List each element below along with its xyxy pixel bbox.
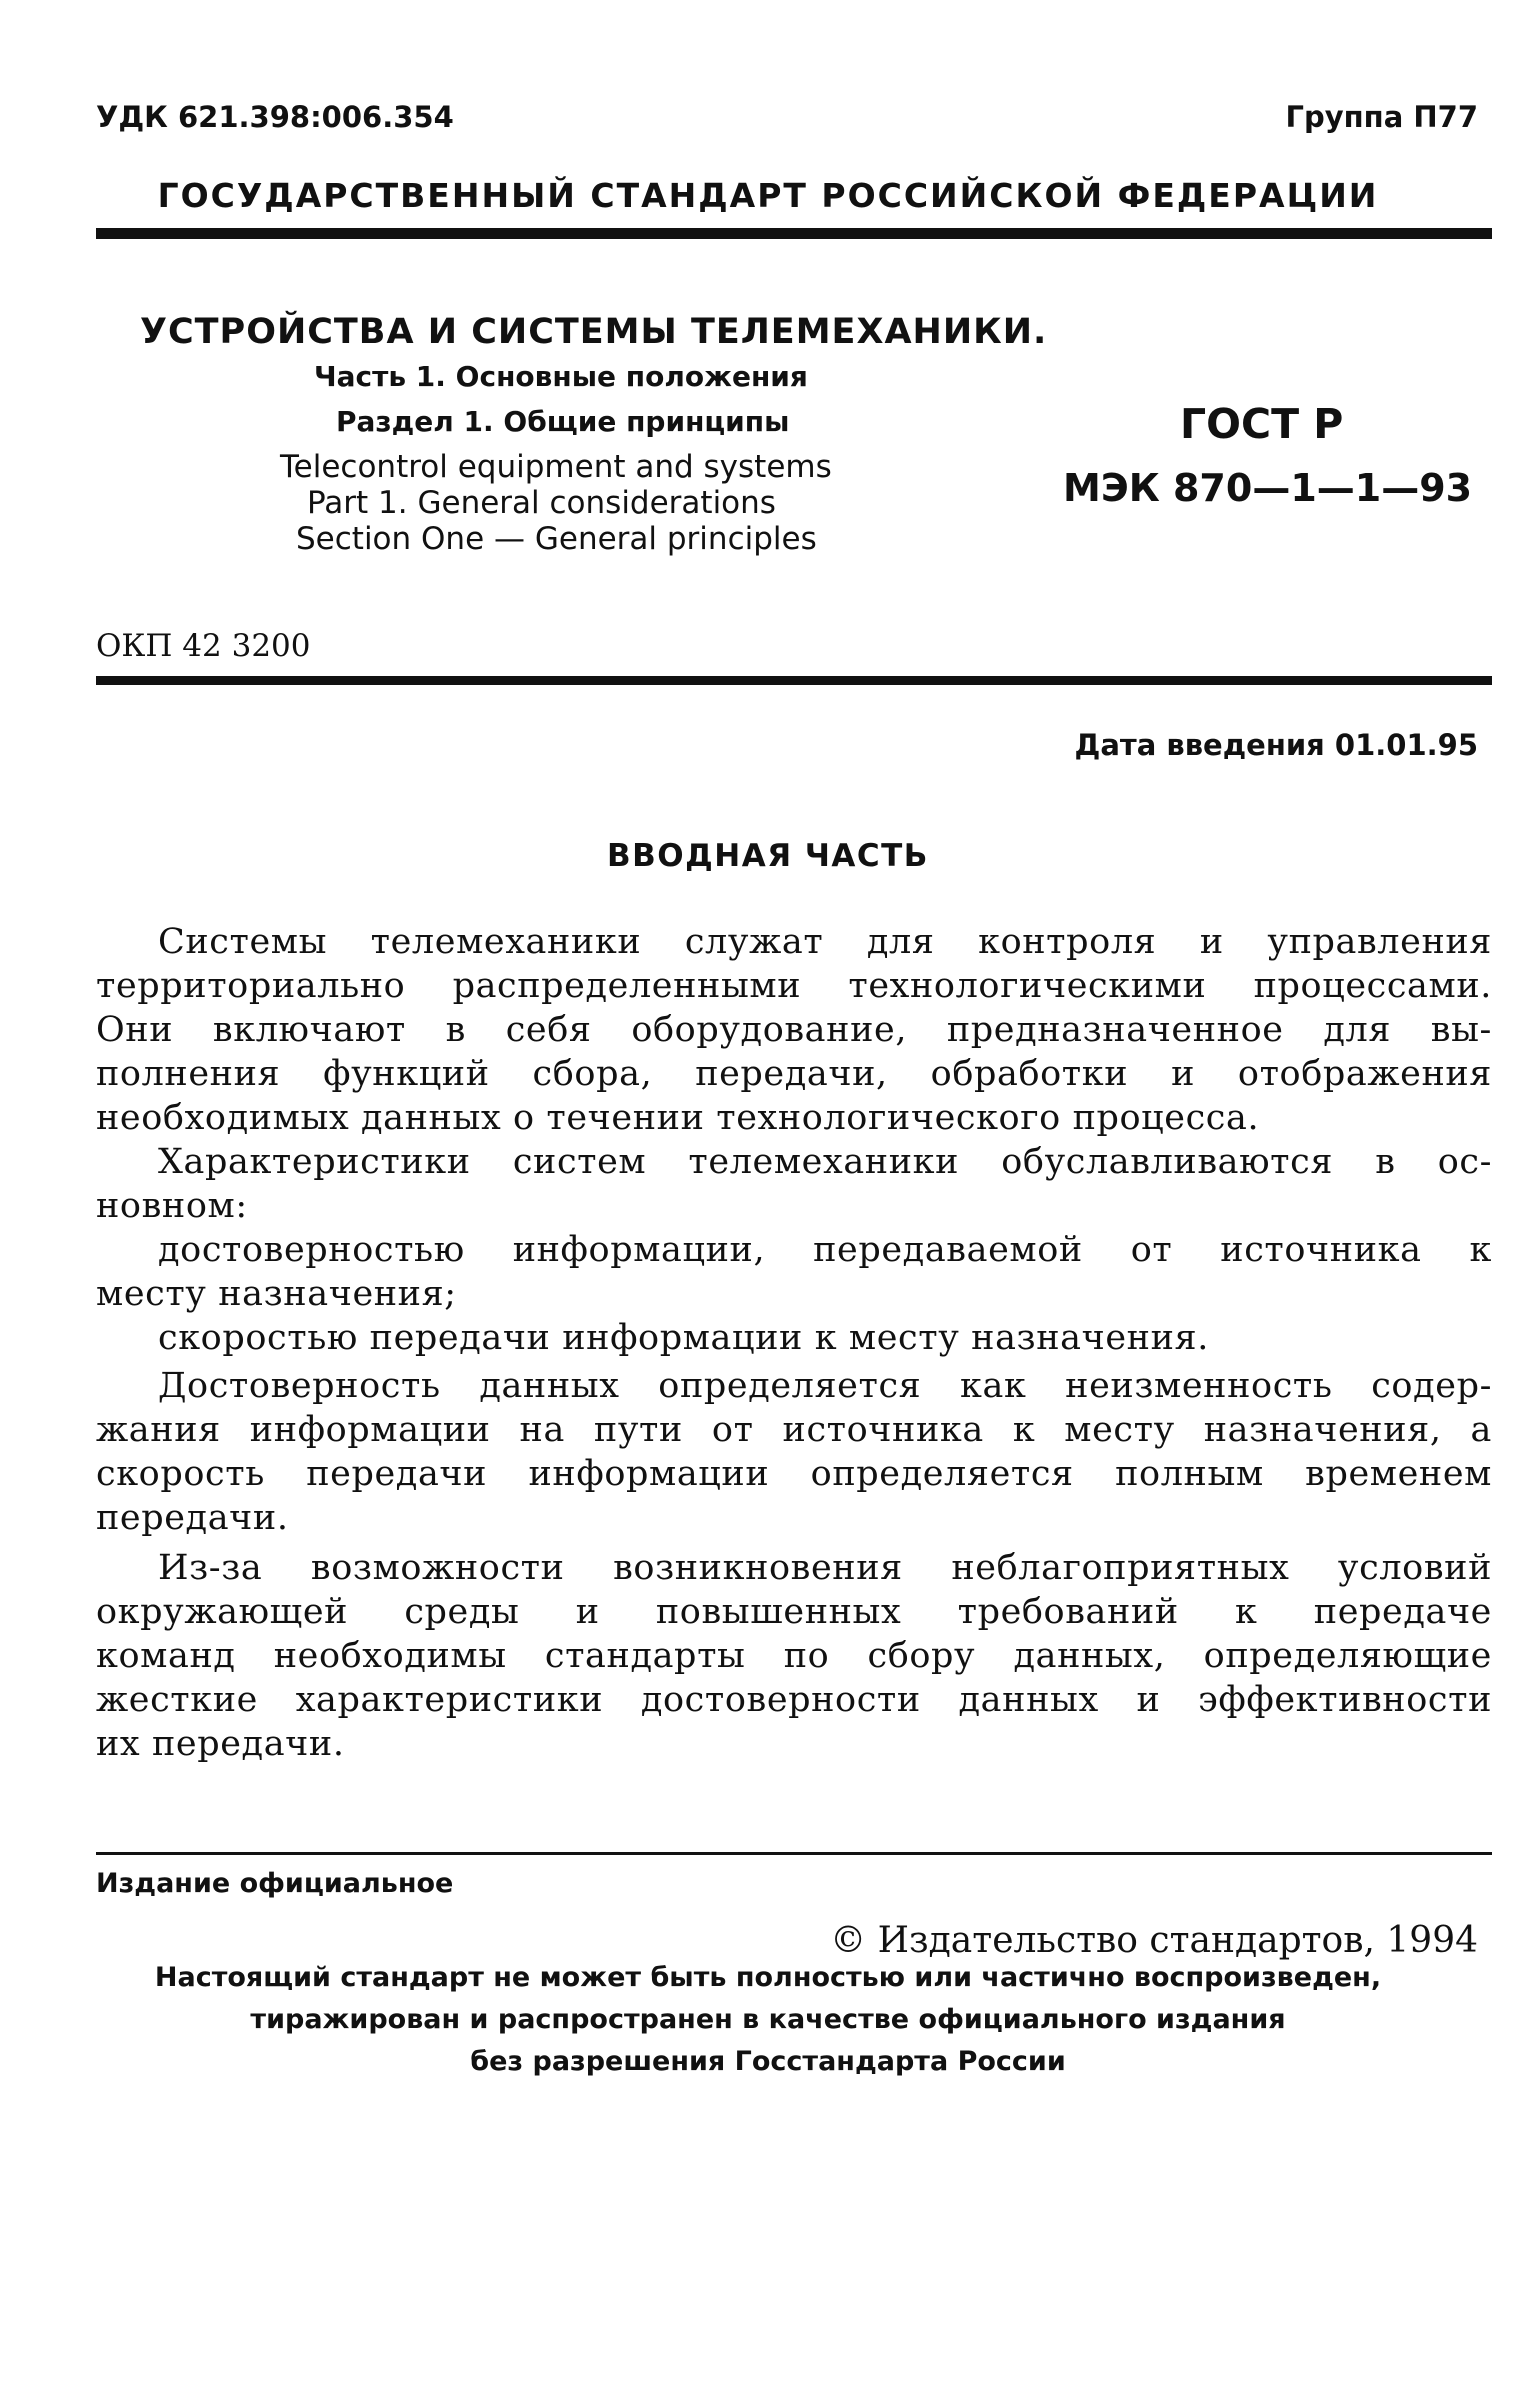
- body-line: жания информации на пути от источника к месту назначения, а: [96, 1410, 1492, 1450]
- reproduction-notice-line: без разрешения Госстандарта России: [470, 2046, 1066, 2077]
- okp-code: ОКП 42 3200: [96, 628, 311, 664]
- gost-number: МЭК 870—1—1—93: [1063, 466, 1473, 510]
- body-line: полнения функций сбора, передачи, обработки и отображения: [96, 1054, 1492, 1094]
- group-code: Группа П77: [1285, 100, 1478, 134]
- english-title: Telecontrol equipment and systems: [280, 449, 832, 485]
- footer-rule: [96, 1852, 1492, 1855]
- body-line: окружающей среды и повышенных требований к передаче: [96, 1592, 1492, 1632]
- title-block-rule: [96, 676, 1492, 685]
- body-line: передачи.: [96, 1498, 289, 1538]
- body-line: новном:: [96, 1186, 248, 1226]
- part-title: Часть 1. Основные положения: [314, 360, 808, 393]
- gost-label: ГОСТ Р: [1180, 400, 1344, 448]
- body-line: Из-за возможности возникновения неблагоприятных условий: [158, 1548, 1492, 1588]
- official-edition-label: Издание официальное: [96, 1868, 454, 1899]
- body-line: необходимых данных о течении технологического процесса.: [96, 1098, 1260, 1138]
- udk-code: УДК 621.398:006.354: [96, 100, 454, 134]
- body-line: Они включают в себя оборудование, предназначенное для вы-: [96, 1010, 1492, 1050]
- english-part: Part 1. General considerations: [307, 485, 776, 521]
- body-line: команд необходимы стандарты по сбору данных, определяющие: [96, 1636, 1492, 1676]
- body-line: достоверностью информации, передаваемой от источника к: [158, 1230, 1492, 1270]
- body-line: Характеристики систем телемеханики обуславливаются в ос-: [158, 1142, 1492, 1182]
- english-section: Section One — General principles: [296, 521, 817, 557]
- body-line: жесткие характеристики достоверности данных и эффективности: [96, 1680, 1492, 1720]
- body-line: месту назначения;: [96, 1274, 457, 1314]
- reproduction-notice-line: тиражирован и распространен в качестве официального издания: [250, 2004, 1286, 2035]
- copyright-notice: © Издательство стандартов, 1994: [830, 1920, 1478, 1961]
- body-line: скоростью передачи информации к месту назначения.: [158, 1318, 1209, 1358]
- body-line: Достоверность данных определяется как неизменность содер-: [158, 1366, 1492, 1406]
- document-title: УСТРОЙСТВА И СИСТЕМЫ ТЕЛЕМЕХАНИКИ.: [140, 312, 1048, 352]
- body-line: скорость передачи информации определяется полным временем: [96, 1454, 1492, 1494]
- body-line: Системы телемеханики служат для контроля и управления: [158, 922, 1492, 962]
- introduction-date: Дата введения 01.01.95: [1074, 728, 1478, 762]
- header-rule: [96, 228, 1492, 239]
- body-line: их передачи.: [96, 1724, 345, 1764]
- body-line: территориально распределенными технологическими процессами.: [96, 966, 1492, 1006]
- section-title: Раздел 1. Общие принципы: [336, 405, 790, 438]
- reproduction-notice-line: Настоящий стандарт не может быть полностью или частично воспроизведен,: [154, 1962, 1382, 1993]
- section-heading: ВВОДНАЯ ЧАСТЬ: [607, 838, 929, 874]
- state-standard-title: ГОСУДАРСТВЕННЫЙ СТАНДАРТ РОССИЙСКОЙ ФЕДЕРАЦИИ: [157, 176, 1379, 215]
